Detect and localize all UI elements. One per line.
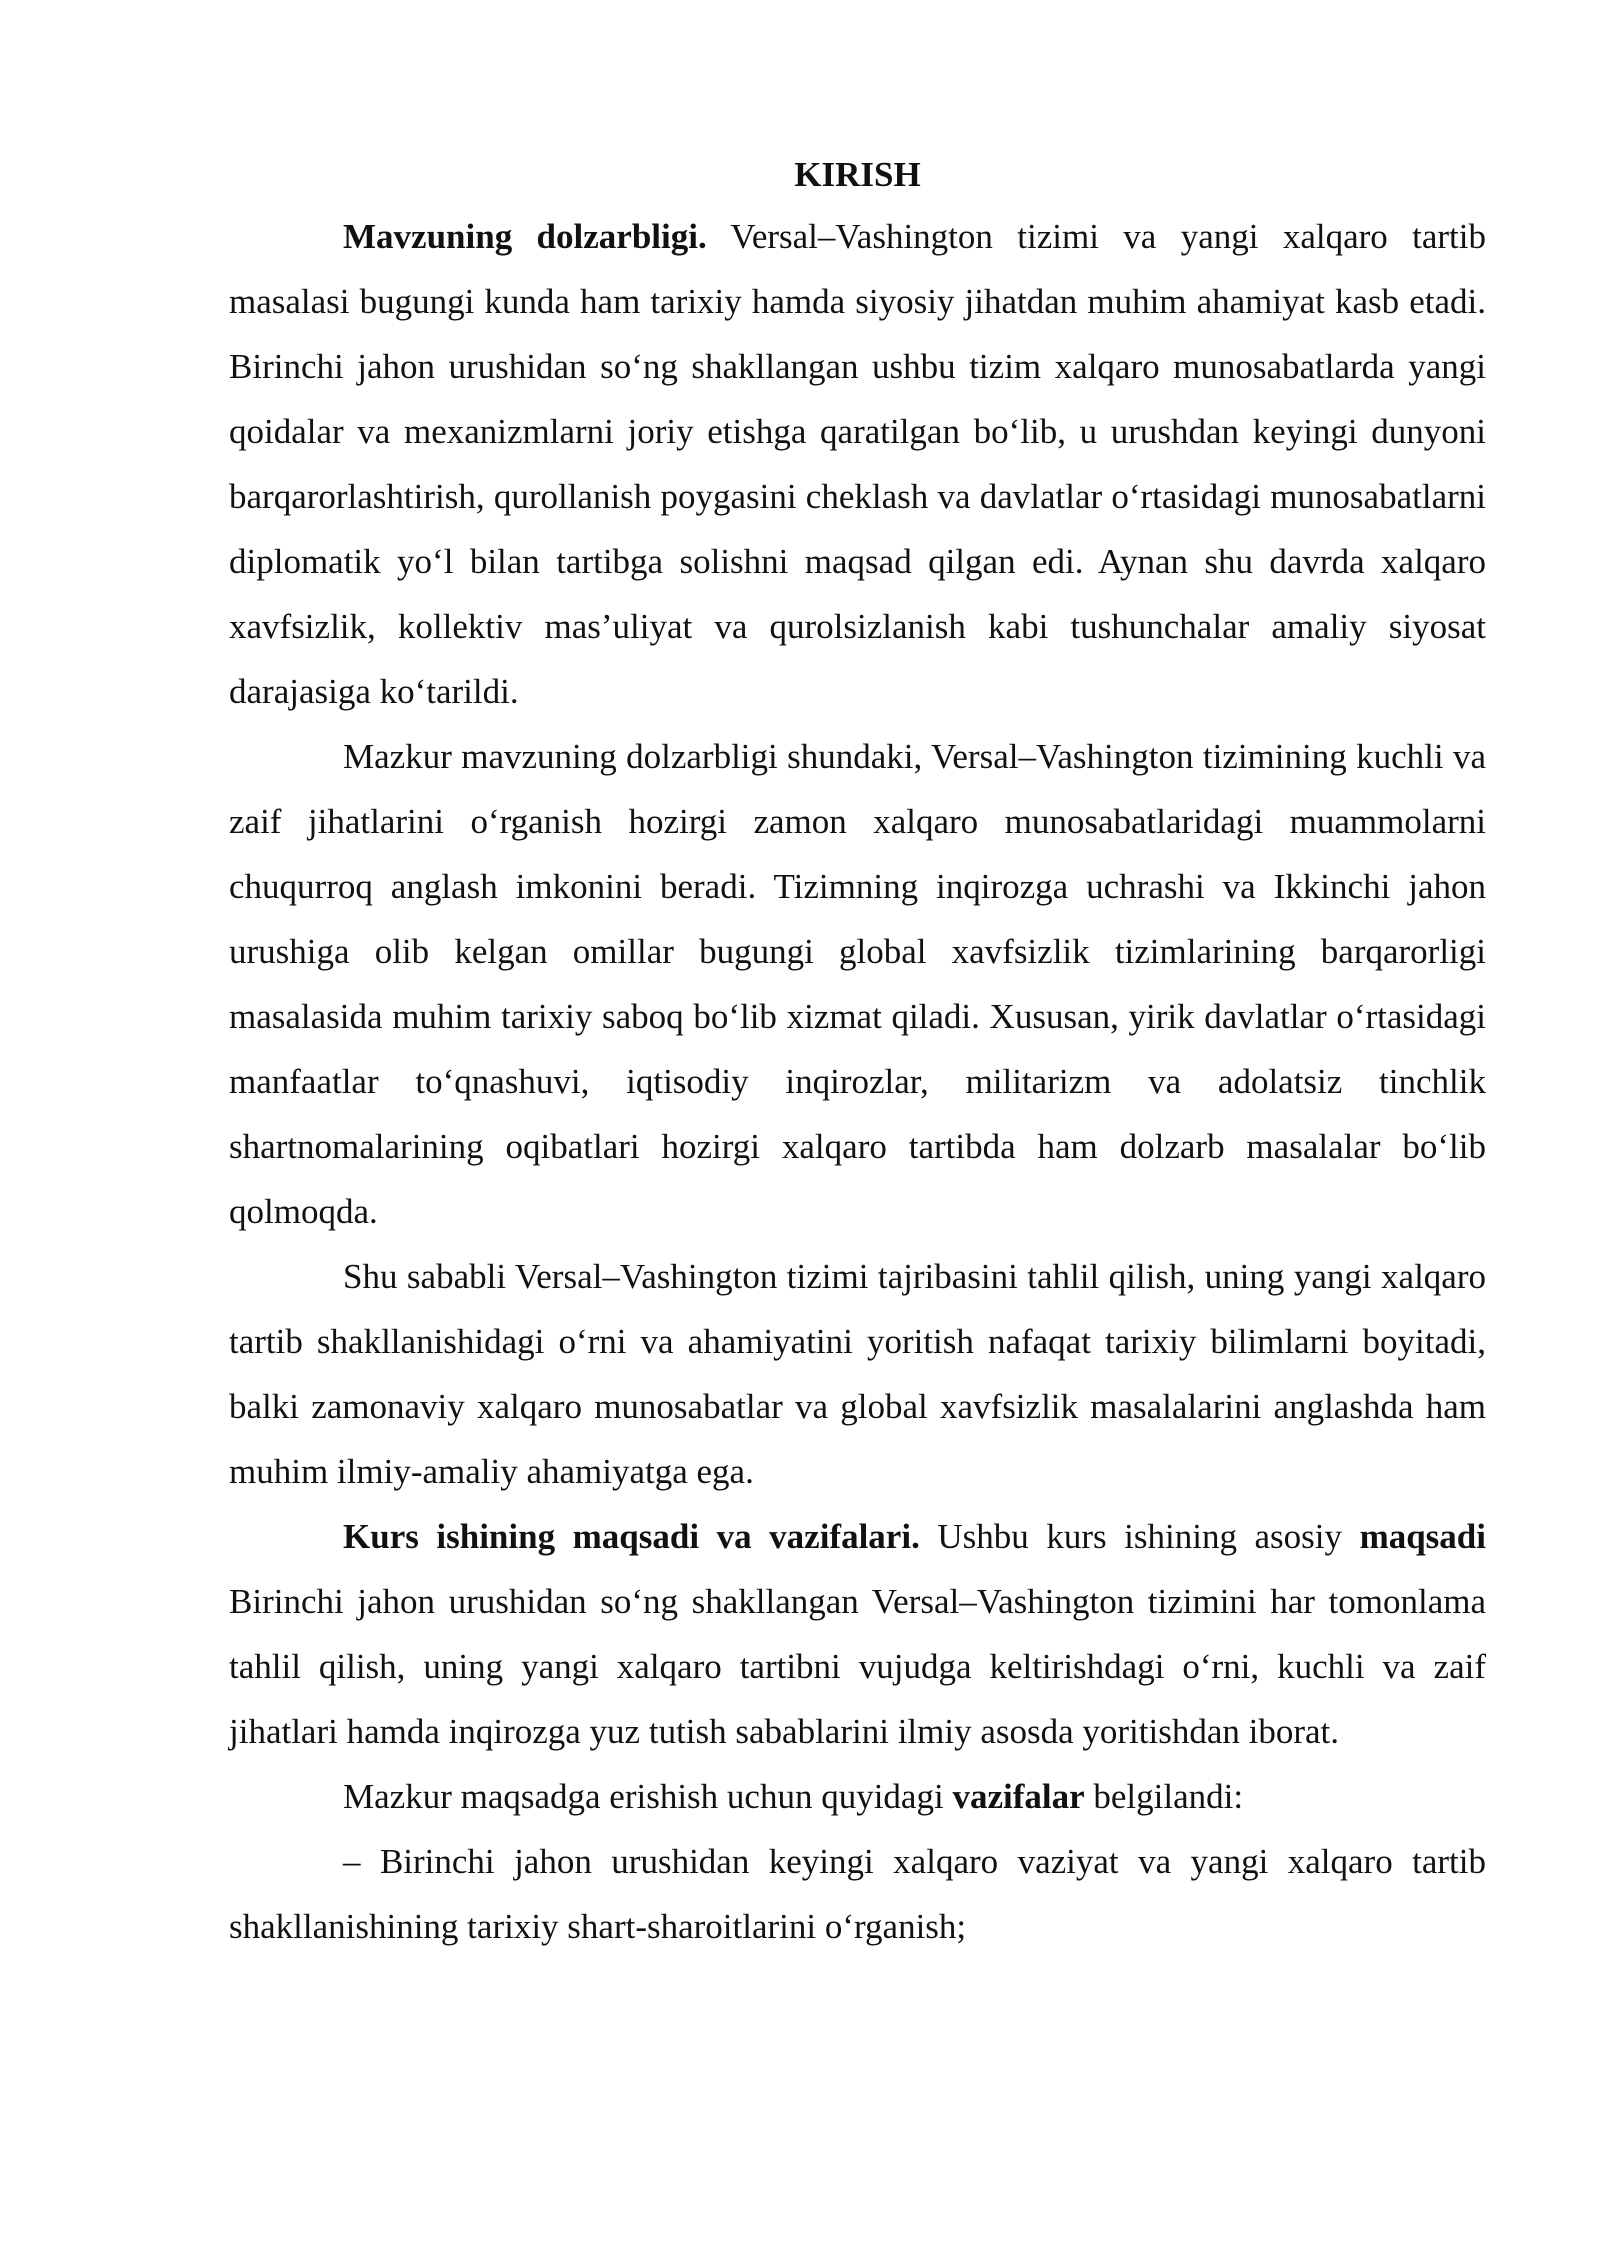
paragraph-text: Birinchi jahon urushidan so‘ng shakllangan Versal–Vashington tizimini har tomonlama tahlil qilish, uning yangi xalqaro tartibni vujudga keltirishdagi o‘rni, kuchli va zaif jihatlari hamda inqirozga yuz tutish sabablarini ilmiy asosda yoritishdan iborat. — [229, 1582, 1486, 1751]
paragraph-text: belgilandi: — [1084, 1777, 1244, 1816]
paragraph-tasks-intro — [229, 1764, 1486, 1829]
paragraph-text: Ushbu kurs ishining asosiy — [919, 1517, 1360, 1556]
paragraph-relevance — [229, 204, 1486, 724]
list-item-task-1: – Birinchi jahon urushidan keyingi xalqaro vaziyat va yangi xalqaro tartib shakllanishining tarixiy shart-sharoitlarini o‘rganish; — [229, 1842, 1486, 1946]
paragraph-text: Mazkur maqsadga erishish uchun quyidagi — [343, 1777, 953, 1816]
bold-term-tasks: vazifalar — [952, 1777, 1085, 1816]
paragraph-text: Versal–Vashington tizimi va yangi xalqaro tartib masalasi bugungi kunda ham tarixiy hamda siyosiy jihatdan muhim ahamiyat kasb etadi. Birinchi jahon urushidan so‘ng shakllangan ushbu tizim xalqaro munosabatlarda yangi qoidalar va mexanizmlarni joriy etishga qaratilgan bo‘lib, u urushdan keyingi dunyoni barqarorlashtirish, qurollanish poygasini cheklash va davlatlar o‘rtasidagi munosabatlarni diplomatik yo‘l bilan tartibga solishni maqsad qilgan edi. Aynan shu davrda xalqaro xavfsizlik, kollektiv mas’uliyat va qurolsizlanish kabi tushunchalar amaliy siyosat darajasiga ko‘tarildi. — [229, 217, 1486, 711]
paragraph-lead-relevance: Mavzuning dolzarbligi. — [343, 217, 707, 256]
paragraph-lead-goals: Kurs ishining maqsadi va vazifalari. — [343, 1517, 920, 1556]
paragraph-relevance-detail: Mazkur mavzuning dolzarbligi shundaki, Versal–Vashington tizimining kuchli va zaif jihatlarini o‘rganish hozirgi zamon xalqaro munosabatlaridagi muammolarni chuqurroq anglash imkonini beradi. Tizimning inqirozga uchrashi va Ikkinchi jahon urushiga olib kelgan omillar bugungi global xavfsizlik tizimlarining barqarorligi masalasida muhim tarixiy saboq bo‘lib xizmat qiladi. Xususan, yirik davlatlar o‘rtasidagi manfaatlar to‘qnashuvi, iqtisodiy inqirozlar, militarizm va adolatsiz tinchlik shartnomalarining oqibatlari hozirgi xalqaro tartibda ham dolzarb masalalar bo‘lib qolmoqda. — [229, 737, 1486, 1231]
paragraph-significance: Shu sababli Versal–Vashington tizimi tajribasini tahlil qilish, uning yangi xalqaro tartib shakllanishidagi o‘rni va ahamiyatini yoritish nafaqat tarixiy bilimlarni boyitadi, balki zamonaviy xalqaro munosabatlar va global xavfsizlik masalalarini anglashda ham muhim ilmiy-amaliy ahamiyatga ega. — [229, 1257, 1486, 1491]
document-page — [229, 146, 1486, 1959]
paragraph-goals — [229, 1504, 1486, 1764]
bold-term-goal: maqsadi — [1359, 1517, 1486, 1556]
page-heading: KIRISH — [794, 155, 921, 194]
